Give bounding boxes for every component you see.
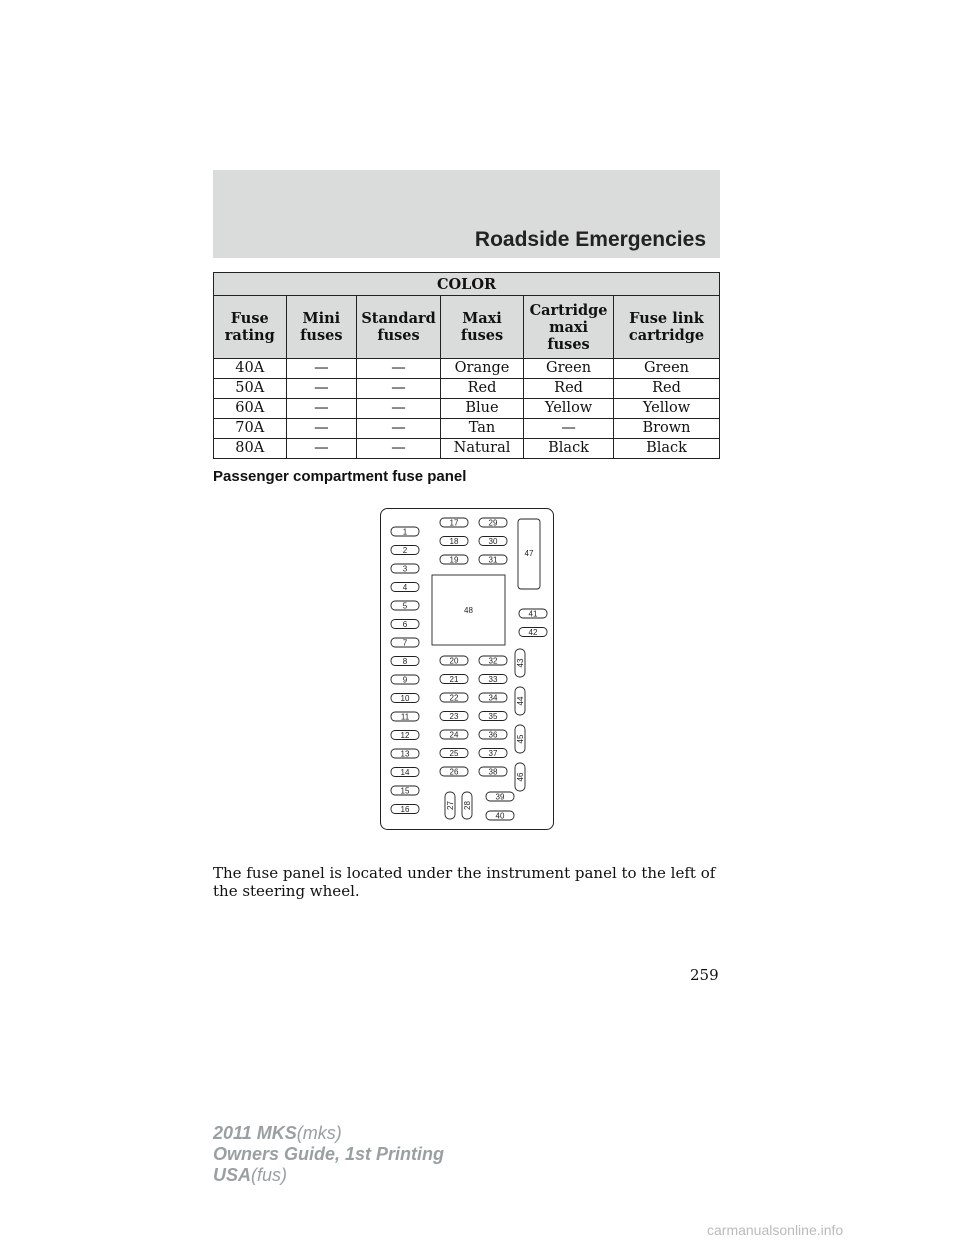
- table-row: [214, 399, 720, 419]
- fuse-label: 38: [488, 767, 498, 777]
- table-cell: 70A: [214, 419, 287, 439]
- table-cell: Black: [524, 439, 614, 459]
- fuse-40: [486, 811, 514, 820]
- fuse-22: [440, 693, 468, 702]
- fuse-21: [440, 675, 468, 684]
- fuse-8: [391, 657, 419, 666]
- fuse-27: [445, 792, 455, 819]
- fuse-20: [440, 656, 468, 665]
- fuse-26: [440, 767, 468, 776]
- fuse-panel-title: Passenger compartment fuse panel: [213, 468, 467, 485]
- fuse-15: [391, 786, 419, 795]
- fuse-label: 6: [402, 619, 408, 629]
- fuse-label: 27: [445, 801, 455, 810]
- fuse-4: [391, 583, 419, 592]
- column-header-line: rating: [224, 327, 275, 344]
- fuse-1: [391, 527, 419, 536]
- table-cell: Green: [524, 359, 614, 379]
- table-column-header: [214, 296, 287, 359]
- footer-model-code: (mks): [296, 1123, 342, 1143]
- table-cell: Yellow: [613, 399, 719, 419]
- fuse-label: 14: [400, 767, 410, 777]
- fuse-19: [440, 555, 468, 564]
- table-cell: Orange: [440, 359, 523, 379]
- column-header-line: fuses: [300, 327, 343, 344]
- table-cell: —: [286, 399, 357, 419]
- fuse-label: 33: [488, 674, 498, 684]
- fuse-label: 40: [495, 811, 505, 821]
- table-column-header: [613, 296, 719, 359]
- fuse-label: 12: [400, 730, 410, 740]
- fuse-label: 11: [400, 712, 410, 722]
- fuse-label: 16: [400, 804, 410, 814]
- page-number: 259: [690, 966, 719, 984]
- column-header-line: Standard: [361, 310, 436, 327]
- table-cell: 80A: [214, 439, 287, 459]
- fuse-9: [391, 675, 419, 684]
- fuse-24: [440, 730, 468, 739]
- fuse-30: [479, 537, 507, 546]
- table-cell: Black: [613, 439, 719, 459]
- fuse-17: [440, 518, 468, 527]
- table-row: [214, 359, 720, 379]
- fuse-label: 44: [515, 696, 525, 706]
- fuse-label: 29: [488, 518, 498, 528]
- table-cell: Blue: [440, 399, 523, 419]
- table-cell: —: [286, 439, 357, 459]
- fuse-45: [515, 725, 525, 753]
- fuse-label: 9: [402, 675, 408, 685]
- table-cell: —: [357, 439, 441, 459]
- fuse-label: 46: [515, 772, 525, 782]
- table-cell: Tan: [440, 419, 523, 439]
- column-header-line: Fuse link: [629, 310, 704, 327]
- table-column-header: [524, 296, 614, 359]
- fuse-2: [391, 546, 419, 555]
- table-cell: 60A: [214, 399, 287, 419]
- fuse-36: [479, 730, 507, 739]
- table-cell: 50A: [214, 379, 287, 399]
- table-cell: —: [286, 359, 357, 379]
- fuse-label: 20: [449, 656, 459, 666]
- fuse-label: 22: [449, 693, 459, 703]
- footer-guide: Owners Guide, 1st Printing: [213, 1144, 445, 1164]
- fuse-label: 18: [449, 536, 459, 546]
- table-cell: Red: [440, 379, 523, 399]
- fuse-label: 25: [449, 748, 459, 758]
- fuse-12: [391, 731, 419, 740]
- fuse-35: [479, 712, 507, 721]
- fuse-25: [440, 749, 468, 758]
- fuse-label: 17: [449, 518, 459, 528]
- footer-market-code: (fus): [251, 1165, 288, 1185]
- table-cell: Green: [613, 359, 719, 379]
- fuse-label: 8: [402, 656, 408, 666]
- fuse-14: [391, 768, 419, 777]
- column-header-line: maxi: [549, 318, 589, 336]
- fuse-18: [440, 537, 468, 546]
- fuse-label: 43: [515, 658, 525, 668]
- fuse-label: 5: [402, 601, 408, 611]
- fuse-34: [479, 693, 507, 702]
- fuse-label: 37: [488, 748, 498, 758]
- table-body: [214, 359, 720, 459]
- fuse-7: [391, 638, 419, 647]
- fuse-28: [462, 792, 472, 819]
- fuse-label: 23: [449, 711, 459, 721]
- table-cell: —: [357, 359, 441, 379]
- relay-label: 47: [524, 549, 534, 558]
- fuse-43: [515, 649, 525, 677]
- table-cell: —: [357, 419, 441, 439]
- table-cell: —: [357, 379, 441, 399]
- column-header-line: Mini: [302, 310, 341, 327]
- fuse-label: 1: [402, 527, 408, 537]
- table-cell: Red: [613, 379, 719, 399]
- footer-market: USA: [213, 1165, 252, 1185]
- fuse-3: [391, 564, 419, 573]
- column-header-line: fuses: [547, 335, 590, 353]
- footer-model: 2011 MKS: [213, 1123, 297, 1143]
- fuse-label: 3: [402, 564, 408, 574]
- fuse-color-table: [213, 272, 720, 459]
- table-cell: —: [357, 399, 441, 419]
- fuse-label: 15: [400, 786, 410, 796]
- fuse-label: 34: [488, 693, 498, 703]
- table-column-header: [286, 296, 357, 359]
- fuse-46: [515, 763, 525, 791]
- table-column-header: [357, 296, 441, 359]
- column-header-line: Fuse: [230, 310, 269, 327]
- section-header-title: Roadside Emergencies: [474, 228, 706, 251]
- table-cell: —: [286, 419, 357, 439]
- fuse-31: [479, 555, 507, 564]
- fuse-label: 7: [402, 638, 408, 648]
- fuse-33: [479, 675, 507, 684]
- table-group-header: COLOR: [214, 273, 720, 296]
- fuse-label: 2: [402, 545, 408, 555]
- fuse-label: 41: [528, 609, 538, 619]
- column-header-line: cartridge: [628, 327, 705, 344]
- fuse-13: [391, 749, 419, 758]
- fuse-5: [391, 601, 419, 610]
- fuse-label: 35: [488, 711, 498, 721]
- table-column-header: [440, 296, 523, 359]
- fuse-label: 19: [449, 555, 459, 565]
- column-header-line: fuses: [460, 327, 504, 344]
- fuse-label: 24: [449, 730, 459, 740]
- column-header-line: Maxi: [462, 310, 502, 327]
- fuse-label: 26: [449, 767, 459, 777]
- fuse-label: 39: [495, 792, 505, 802]
- table-cell: Yellow: [524, 399, 614, 419]
- fuse-label: 42: [528, 627, 538, 637]
- column-header-line: fuses: [377, 327, 420, 344]
- relay-label: 48: [464, 606, 473, 615]
- table-cell: 40A: [214, 359, 287, 379]
- table-row: [214, 439, 720, 459]
- fuse-label: 30: [488, 536, 498, 546]
- fuse-label: 10: [400, 693, 410, 703]
- column-header-line: Cartridge: [529, 301, 608, 319]
- relay-47: [518, 519, 540, 589]
- fuse-29: [479, 518, 507, 527]
- fuse-label: 28: [462, 801, 472, 810]
- fuse-11: [391, 712, 419, 721]
- fuse-label: 4: [402, 582, 408, 592]
- document-footer: [213, 1123, 444, 1186]
- fuse-label: 45: [515, 734, 525, 744]
- fuse-label: 31: [488, 555, 498, 565]
- table-cell: Brown: [613, 419, 719, 439]
- table-row: [214, 419, 720, 439]
- table-row: [214, 379, 720, 399]
- fuse-38: [479, 767, 507, 776]
- table-cell: —: [286, 379, 357, 399]
- fuse-label: 32: [488, 656, 498, 666]
- table-column-headers: [214, 296, 720, 359]
- fuse-32: [479, 656, 507, 665]
- fuse-37: [479, 749, 507, 758]
- fuse-16: [391, 805, 419, 814]
- fuse-41: [519, 609, 547, 618]
- fuse-6: [391, 620, 419, 629]
- fuse-10: [391, 694, 419, 703]
- fuse-label: 13: [400, 749, 410, 759]
- fuse-label: 36: [488, 730, 498, 740]
- fuse-44: [515, 687, 525, 715]
- table-cell: Natural: [440, 439, 523, 459]
- table-cell: —: [524, 419, 614, 439]
- fuse-panel-location-note: The fuse panel is located under the instrument panel to the left of the steering wheel.: [213, 864, 716, 900]
- fuse-23: [440, 712, 468, 721]
- relay-48: [432, 575, 505, 645]
- table-cell: Red: [524, 379, 614, 399]
- fuse-39: [486, 792, 514, 801]
- watermark: carmanualsonline.info: [707, 1222, 844, 1238]
- fuse-label: 21: [449, 674, 459, 684]
- header-band: [213, 170, 720, 258]
- fuse-panel-diagram: [380, 508, 554, 830]
- fuse-42: [519, 628, 547, 637]
